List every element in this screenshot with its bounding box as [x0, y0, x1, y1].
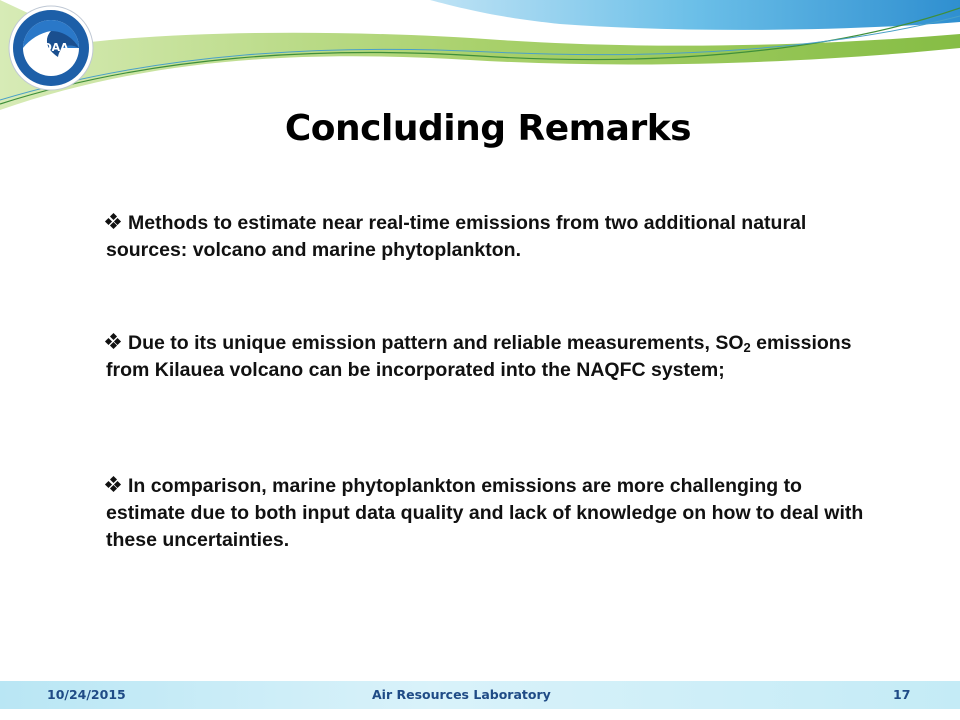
footer-page-number: 17	[893, 687, 911, 702]
slide-footer	[0, 681, 960, 709]
bullet-text: In comparison, marine phytoplankton emissions are more challenging to estimate due to both input data quality and lack of knowledge on how to deal with these uncertainties.	[106, 475, 864, 551]
bullet-item	[106, 473, 866, 554]
bullet-item	[106, 330, 866, 384]
noaa-logo	[8, 5, 94, 91]
four-diamond-bullet-icon	[106, 477, 120, 491]
bullet-text-trail: emissions from Kilauea volcano can be incorporated into the NAQFC system;	[106, 332, 852, 381]
footer-organization: Air Resources Laboratory	[372, 687, 551, 702]
header-swoosh-decoration	[0, 0, 960, 110]
slide-title: Concluding Remarks	[284, 108, 692, 149]
four-diamond-bullet-icon	[106, 334, 120, 348]
logo-center-text: NOAA	[33, 41, 69, 54]
four-diamond-bullet-icon	[106, 214, 120, 228]
bullet-item	[106, 210, 866, 264]
bullet-text: Methods to estimate near real-time emissions from two additional natural sources: volcano and marine phytoplankton.	[106, 212, 807, 261]
footer-date: 10/24/2015	[47, 687, 126, 702]
bullet-text-lead: Due to its unique emission pattern and reliable measurements, SO	[128, 332, 744, 354]
bullet-text-subscript: 2	[743, 340, 751, 355]
